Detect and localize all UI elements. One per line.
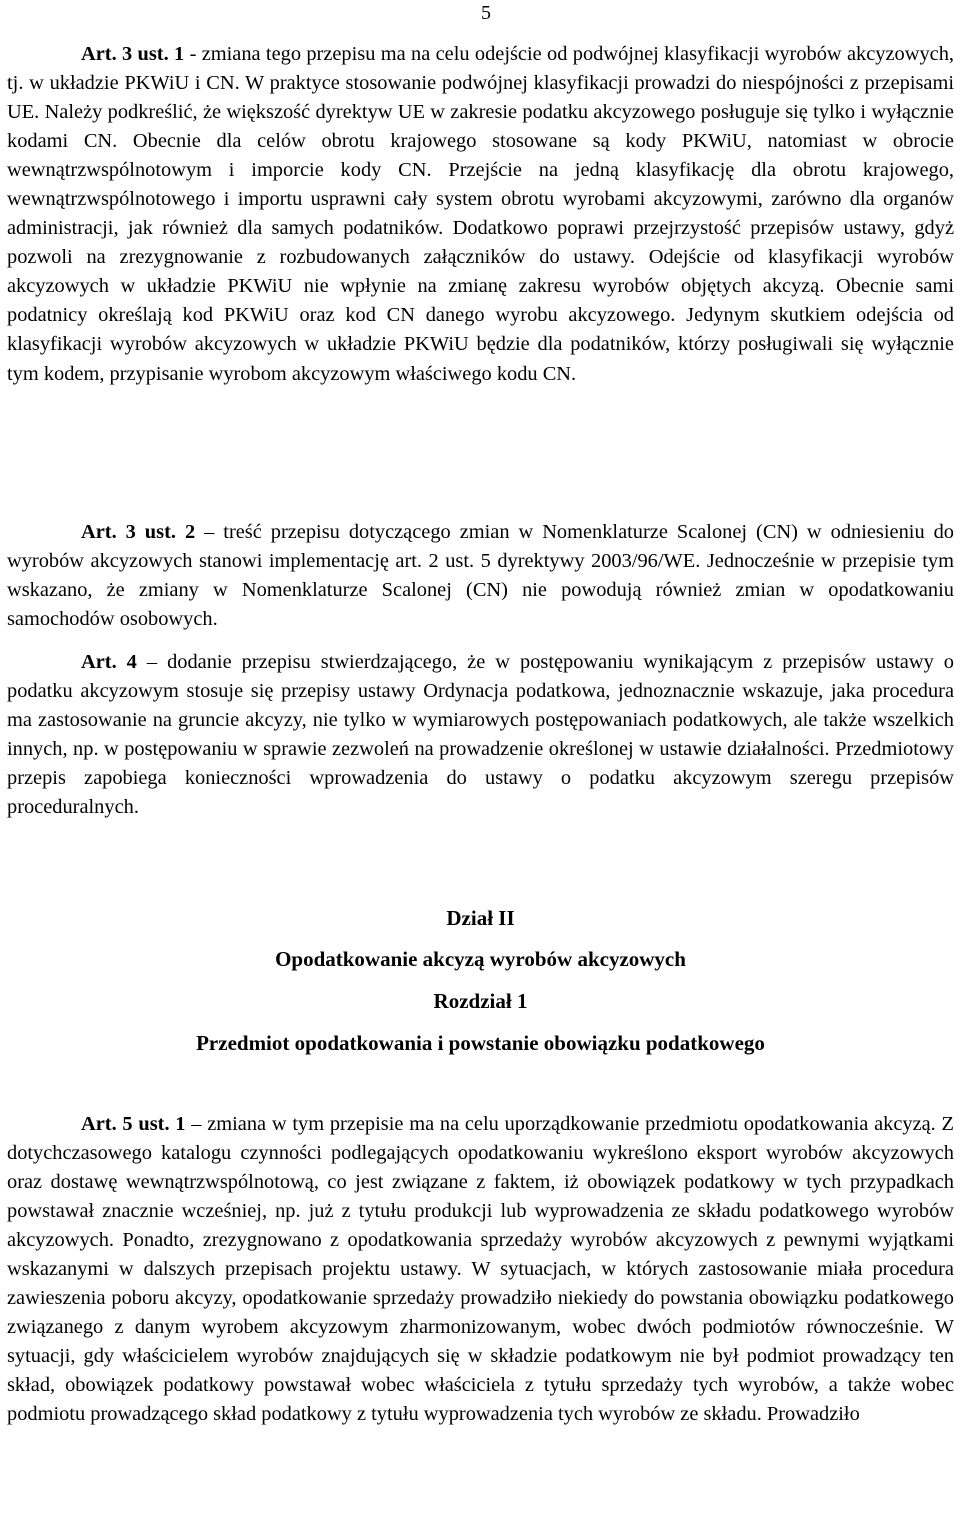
paragraph-art-3-ust-1 — [7, 40, 954, 389]
paragraph-text: – dodanie przepisu stwierdzającego, że w postępowaniu wynikającym z przepisów ustawy o podatku akcyzowym stosuje się przepisy ustawy Ordynacja podatkowa, jednoznacznie wskazuje, jaka procedura ma zastosowanie na gruncie akcyzy, nie tylko w wymiarowych postępowaniach podatkowych, ale także wszelkich innych, np. w postępowaniu w sprawie zezwoleń na prowadzenie określonej w ustawie działalności. Przedmiotowy przepis zapobiega konieczności wprowadzenia do ustawy o podatku akcyzowym szeregu przepisów proceduralnych. — [7, 651, 954, 819]
division-heading: Dział II — [446, 906, 515, 930]
chapter-title: Przedmiot opodatkowania i powstanie obowiązku podatkowego — [196, 1031, 765, 1055]
page-number: 5 — [481, 2, 491, 24]
paragraph-art-4 — [7, 648, 954, 822]
paragraph-text: - zmiana tego przepisu ma na celu odejście od podwójnej klasyfikacji wyrobów akcyzowych, tj. w układzie PKWiU i CN. W praktyce stosowanie podwójnej klasyfikacji prowadzi do niespójności z przepisami UE. Należy podkreślić, że większość dyrektyw UE w zakresie podatku akcyzowego posługuje się tylko i wyłącznie kodami CN. Obecnie dla celów obrotu krajowego stosowane są kody PKWiU, natomiast w obrocie wewnątrzwspólnotowym i imporcie kody CN. Przejście na jedną klasyfikację dla obrotu krajowego, wewnątrzwspólnotowego i importu usprawni cały system obrotu wyrobami akcyzowymi, zarówno dla organów administracji, jak również dla samych podatników. Dodatkowo poprawi przejrzystość przepisów ustawy, gdyż pozwoli na zrezygnowanie z rozbudowanych załączników do ustawy. Odejście od klasyfikacji wyrobów akcyzowych w układzie PKWiU nie wpłynie na zmianę zakresu wyrobów objętych akcyzą. Obecnie sami podatnicy określają kod PKWiU oraz kod CN danego wyrobu akcyzowego. Jedynym skutkiem odejścia od klasyfikacji wyrobów akcyzowych w układzie PKWiU będzie dla podatników, którzy posługiwali się wyłącznie tym kodem, przypisanie wyrobom akcyzowym właściwego kodu CN. — [7, 43, 954, 385]
paragraph-text: – zmiana w tym przepisie ma na celu uporządkowanie przedmiotu opodatkowania akcyzą. Z dotychczasowego katalogu czynności podlegających opodatkowaniu wykreślono eksport wyrobów akcyzowych oraz dostawę wewnątrzwspólnotową, co jest związane z faktem, iż obowiązek podatkowy w tych przypadkach powstawał znacznie wcześniej, np. już z tytułu produkcji lub wyprowadzenia ze składu podatkowego wyrobów akcyzowych. Ponadto, zrezygnowano z opodatkowania sprzedaży wyrobów akcyzowych z pewnymi wyjątkami wskazanymi w dalszych przepisach projektu ustawy. W sytuacjach, w których zastosowanie miała procedura zawieszenia poboru akcyzy, opodatkowanie sprzedaży prowadziło niekiedy do powstania obowiązku podatkowego związanego z danym wyrobem akcyzowym zharmonizowanym, wobec dwóch podmiotów równocześnie. W sytuacji, gdy właścicielem wyrobów znajdujących się w składzie podatkowym nie był podmiot prowadzący ten skład, obowiązek podatkowy powstawał wobec właściciela z tytułu sprzedaży tych wyrobów, a także wobec podmiotu prowadzącego skład podatkowy z tytułu wyprowadzenia tych wyrobów ze składu. Prowadziło — [7, 1113, 954, 1426]
paragraph-art-5-ust-1 — [7, 1110, 954, 1430]
paragraph-art-3-ust-2 — [7, 518, 954, 634]
article-reference: Art. 3 ust. 1 — [81, 43, 185, 65]
paragraph-text: – treść przepisu dotyczącego zmian w Nomenklaturze Scalonej (CN) w odniesieniu do wyrobów akcyzowych stanowi implementację art. 2 ust. 5 dyrektywy 2003/96/WE. Jednocześnie w przepisie tym wskazano, że zmiany w Nomenklaturze Scalonej (CN) nie powodują również zmian w opodatkowaniu samochodów osobowych. — [7, 521, 955, 631]
article-reference: Art. 5 ust. 1 — [81, 1113, 186, 1135]
chapter-heading: Rozdział 1 — [433, 989, 528, 1013]
article-reference: Art. 3 ust. 2 — [81, 521, 196, 543]
article-reference: Art. 4 — [81, 651, 137, 673]
division-title: Opodatkowanie akcyzą wyrobów akcyzowych — [275, 947, 686, 971]
